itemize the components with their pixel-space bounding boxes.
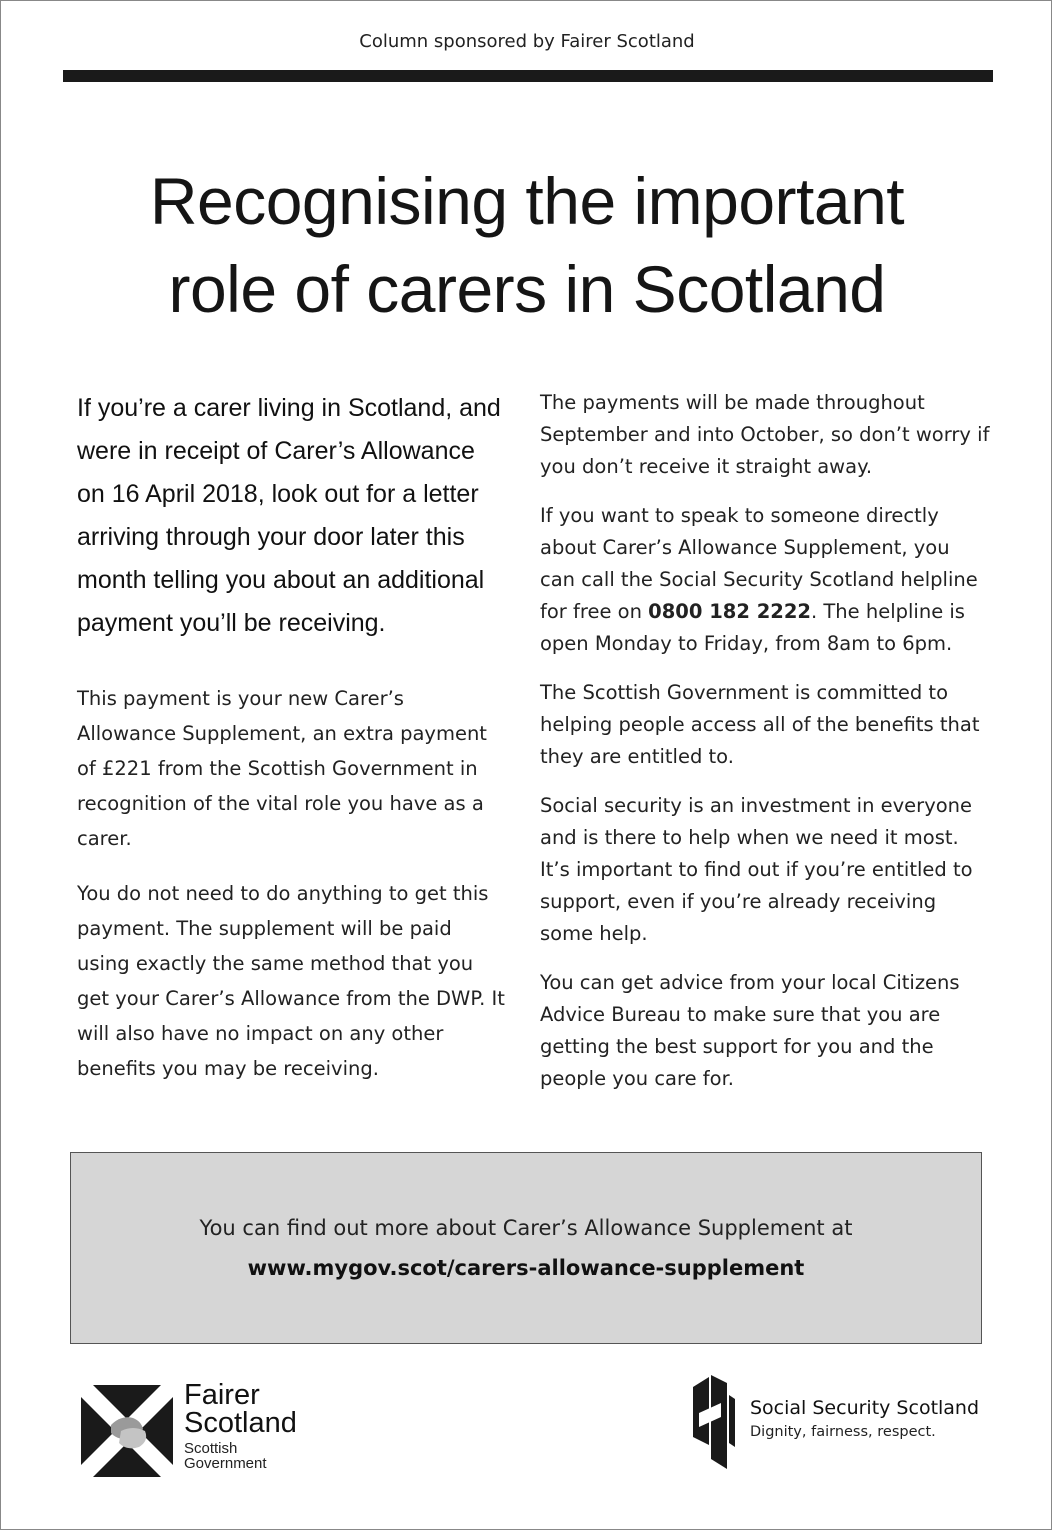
- saltire-hands-icon: [81, 1385, 173, 1477]
- social-security-scotland-mark-icon: [691, 1373, 737, 1469]
- more-info-link[interactable]: www.mygov.scot/carers-allowance-supplement: [247, 1256, 805, 1280]
- fairer-scotland-title: [184, 1381, 324, 1437]
- social-security-scotland-tagline: Dignity, fairness, respect.: [750, 1424, 936, 1440]
- scottish-government-line-1: Scottish: [184, 1440, 238, 1457]
- helpline-phone-number: 0800 182 2222: [648, 600, 811, 623]
- more-info-box: [70, 1152, 982, 1344]
- body-paragraph: The payments will be made throughout September and into October, so don’t worry if you don’t receive it straight away.: [540, 391, 990, 478]
- body-paragraph: The Scottish Government is committed to helping people access all of the benefits that they are entitled to.: [540, 681, 980, 768]
- body-paragraph: You can get advice from your local Citizens Advice Bureau to make sure that you are getting the best support for you and the people you care for.: [540, 971, 960, 1090]
- social-security-scotland-name: Social Security Scotland: [750, 1397, 980, 1419]
- fairer-scotland-title-line-2: Scotland: [184, 1407, 297, 1439]
- lead-paragraph: If you’re a carer living in Scotland, and were in receipt of Carer’s Allowance on 16 April 2018, look out for a letter arriving through your door later this month telling you about an additional payment you’ll be receiving.: [77, 394, 501, 637]
- header-rule: [63, 70, 993, 82]
- scottish-government-label: [184, 1441, 324, 1471]
- helpline-text: If you want to speak to someone directly about Carer’s Allowance Supplement, you can call the Social Security Scotland helpline for free on: [540, 504, 978, 623]
- helpline-paragraph: [540, 500, 990, 660]
- fairer-scotland-logo: [81, 1381, 321, 1481]
- body-paragraph: Social security is an investment in everyone and is there to help when we need it most. It’s important to find out if you’re entitled to support, even if you’re already receiving some help.: [540, 794, 973, 945]
- scottish-government-line-2: Government: [184, 1455, 267, 1472]
- body-paragraph: You do not need to do anything to get this payment. The supplement will be paid using exactly the same method that you get your Carer’s Allowance from the DWP. It will also have no impact on any other benefits you may be receiving.: [77, 882, 505, 1080]
- headline-line-1: Recognising the important: [149, 164, 905, 238]
- helpline-hours-text: . The helpline is open Monday to Friday, from 8am to 6pm.: [540, 600, 965, 655]
- headline: [41, 157, 1013, 333]
- sponsor-line: Column sponsored by Fairer Scotland: [359, 31, 695, 52]
- left-column: [77, 387, 507, 1106]
- social-security-scotland-logo: [691, 1373, 991, 1473]
- more-info-text: You can find out more about Carer’s Allowance Supplement at: [199, 1216, 853, 1240]
- right-column: [540, 387, 990, 1112]
- headline-line-2: role of carers in Scotland: [168, 252, 886, 326]
- body-paragraph: This payment is your new Carer’s Allowance Supplement, an extra payment of £221 from the Scottish Government in recognition of the vital role you have as a carer.: [77, 687, 487, 850]
- fairer-scotland-title-line-1: Fairer: [184, 1379, 260, 1411]
